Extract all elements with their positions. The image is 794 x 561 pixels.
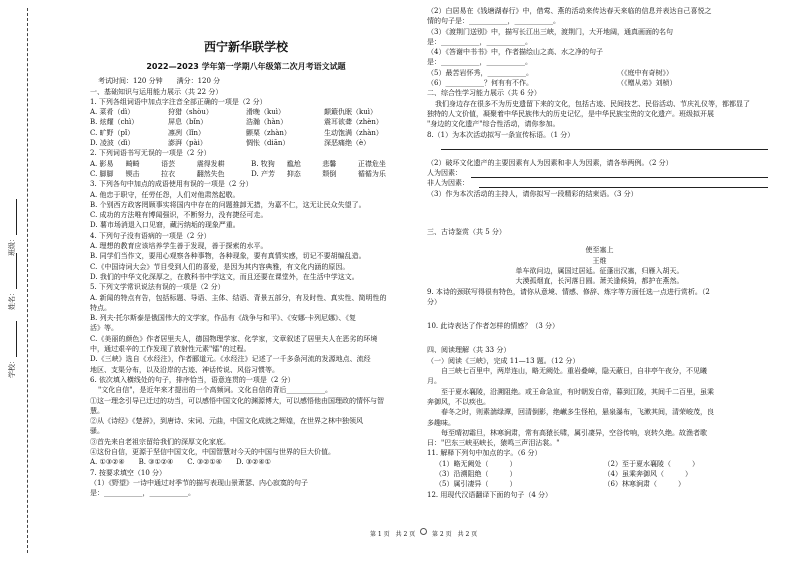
q5-option-cont: 地区、支渠分布，以及沿岸的古迹、神话传说、风俗习惯等。 — [90, 365, 279, 374]
q6-sentence-cont: 慧。 — [90, 406, 104, 415]
q2-option: 抑态 — [286, 169, 301, 178]
q8-2-human-row — [427, 168, 772, 178]
q7-item-5-blank[interactable]: （5）最苦岩怀秀，___________。 — [427, 68, 533, 77]
q8-1-answer-line[interactable] — [441, 140, 768, 150]
q1-option-row — [90, 117, 402, 127]
q6-sentence-cont: 骚。 — [90, 427, 104, 436]
q6-stem: 6. 依次填入横线处的句子，排序恰当，语意连贯的一项是（2 分） — [90, 375, 295, 384]
poem-line: 大漠孤烟直，长河落日圆。萧关逢候骑，都护在燕然。 — [515, 277, 684, 286]
q5-option: D.《三峡》选自《水经注》，作者郦道元。《水经注》记述了一千多条河流的发源地点、流经 — [90, 355, 371, 364]
passage-paragraph: 每至晴初霜旦，林寒涧肃，常有高猿长啸，属引凄异，空谷传响，哀转久绝。故渔者歌 — [441, 428, 707, 437]
q1-option-row — [90, 107, 402, 117]
q9-stem: 9. 本诗的颈联写得很有特色，请你从意境、情感、修辞、炼字等方面任选一点进行赏析。（2 — [427, 287, 710, 296]
name-field: 姓名： — [7, 253, 17, 310]
passage-paragraph-cont: 多趣味。 — [427, 418, 455, 427]
q4-stem: 4. 下列句子没有语病的一项是（2 分） — [90, 231, 211, 240]
q1-option: 滑晚（kuì） — [246, 108, 285, 117]
q2-option: D. 产芳 — [251, 169, 275, 178]
q11-stem: 11. 解释下列句中加点的字。（6 分） — [427, 449, 542, 458]
q5-option: B. 列夫·托尔斯泰是俄国伟大的文学家，作品有《战争与和平》、《安娜·卡列尼娜》、《复 — [90, 314, 357, 323]
spacer — [427, 213, 772, 227]
q2-option-row — [90, 169, 402, 179]
q2-option: 尴尬 — [286, 159, 301, 168]
q2-option: 拉衣 — [161, 169, 176, 178]
binding-dashed-line — [27, 8, 28, 553]
q2-option: 翻然失色 — [196, 169, 225, 178]
q11-row — [427, 459, 772, 469]
spacer — [427, 199, 772, 213]
q7-item-6 — [427, 78, 772, 88]
q7-item-2: （2）白居易在《钱塘湖春行》中，借莺、燕的活动来传达春天来临的信息并表达自己喜悦之 — [427, 7, 712, 15]
q1-option-row — [90, 128, 402, 138]
name-blank[interactable] — [16, 253, 17, 289]
q8-nonhuman-label: 非人为因素： — [427, 179, 469, 188]
q3-stem: 3. 下列各句中加点的成语使用有误的一项是（2 分） — [90, 180, 253, 189]
poem-title: 使至塞上 — [585, 246, 614, 255]
q2-option-row — [90, 159, 402, 169]
poem-author: 王维 — [592, 256, 607, 265]
q7-item-3: （3）《渡荆门送别》中，描写长江出三峡，渡荆门，大开地阔，通真画面的名句 — [427, 27, 673, 36]
q8-nonhuman-answer-line[interactable] — [479, 178, 768, 188]
section-2-intro-cont: "身边的文化遗产"综合性活动，请你参加。 — [427, 120, 560, 129]
q5-stem: 5. 下列文学常识说法有误的一项是（2 分） — [90, 283, 225, 292]
q1-option: 深恶痛绝（è） — [324, 139, 371, 148]
q7-item-2-blank[interactable]: 情的句子是：___________，___________。 — [427, 17, 560, 26]
q4-option: D. 我们的中华文化深厚之，在教科书中学这文，而且还要在课堂外，在生活中学这文。 — [90, 272, 359, 281]
class-field: 班级： — [7, 199, 17, 256]
q4-option: A. 理想的教育应该培养学生善于发现，善于探索的水平。 — [90, 242, 268, 251]
q1-option: 浩瀚（hàn） — [246, 118, 288, 127]
q7-item-1-blank[interactable]: 是：___________，___________。 — [90, 489, 195, 498]
q6-sentence: ③首先来自老祖宗留给我们的深厚文化家底。 — [90, 437, 230, 446]
passage-paragraph-cont: 曰："巴东三峡巫峡长，猿鸣三声泪沾裳。" — [427, 439, 560, 448]
q8-human-label: 人为因素： — [427, 169, 462, 178]
q7-stem: 7. 按要求填空（10 分） — [90, 468, 167, 477]
q3-option: B. 个别西方政客罔顾事实将国内中存在的问题推卸无措，为嘉不仁，这无让民众失望了。 — [90, 200, 366, 209]
q5-option-cont: 活》等。 — [90, 324, 118, 333]
q8-2: （2）破坏文化遗产的主要因素有人为因素和非人为因素，请各举两例。（2 分） — [427, 158, 673, 167]
q11-item[interactable]: （5）属引凄异（ ） — [435, 480, 517, 489]
q6-choices: A. ①③②④ B. ③①②④ C. ③②①④ D. ③②④① — [90, 458, 271, 467]
q7-item-5-source: （《庭中有奇树》） — [617, 68, 673, 77]
q11-item[interactable]: （1）略无阙处（ ） — [435, 459, 517, 468]
q2-option: 循循为乐 — [357, 169, 386, 178]
q1-option-row — [90, 138, 402, 148]
school-title: 西宁新华联学校 — [203, 40, 288, 54]
spacer — [427, 237, 772, 245]
reading-1-intro: （一）阅读《三峡》，完成 11—13 题。（12 分） — [427, 356, 580, 365]
q8-human-answer-line[interactable] — [471, 168, 768, 178]
q7-item-4-blank[interactable]: 是：___________，___________。 — [427, 58, 532, 67]
passage-paragraph: 自三峡七百里中，两岸连山，略无阙处。重岩叠嶂，隐天蔽日，自非亭午夜分，不见曦 — [441, 367, 707, 376]
q7-item-5 — [427, 68, 772, 78]
class-blank[interactable] — [16, 199, 17, 235]
q11-item[interactable]: （4）虽乘奔御风（ ） — [603, 469, 692, 478]
q1-option: 颠簸仇眠（kuì） — [324, 108, 377, 117]
q1-option: 震耳欲聋（zhèn） — [324, 118, 383, 127]
q11-row — [427, 479, 772, 489]
q2-option: 悲馨 — [322, 159, 337, 168]
q1-option: A. 菜肴（dì） — [90, 108, 135, 117]
q1-option: 狩猎（shòu） — [168, 108, 213, 117]
q8-3: （3）作为本次活动的主持人，请你拟写一段精彩的结束语。（3 分） — [427, 189, 638, 198]
q6-sentence: ①这一理念引导已迁过的功当，可以感悟中国文化的渊源博大，可以感悟他由国理政的情怀与智 — [90, 396, 384, 405]
q12-stem: 12. 用现代汉语翻译下面的句子（4 分） — [427, 490, 553, 499]
q11-item[interactable]: （3）沿溯阻绝（ ） — [435, 469, 517, 478]
q7-item-6-source: （《赠从弟》刘桢） — [617, 79, 677, 88]
q5-option-cont: 特点。 — [90, 303, 111, 312]
passage-paragraph: 至于夏水襄陵，沿溯阻绝。或王命急宣，有时朝发白帝，暮到江陵，其间千二百里，虽乘 — [441, 387, 714, 396]
q3-option: C. 成功的方法唯有博闻强识，不断努力，没有捷径可走。 — [90, 211, 268, 220]
q2-option: 震得发耕 — [196, 159, 225, 168]
q7-item-3-blank[interactable]: 是：___________，___________。 — [427, 37, 532, 46]
page-number-right: 第 2 页 共 2 页 — [432, 531, 478, 538]
page-number-left: 第 1 页 共 2 页 — [370, 531, 416, 538]
q1-option: D. 凌波（dì） — [90, 139, 135, 148]
q6-sentence: ④这份自信，更源于坚信中国文化，中国智慧对今天的中国与世界的巨大价值。 — [90, 447, 335, 456]
q2-option: C. 脚脚 — [90, 169, 114, 178]
q2-option: 语芸 — [161, 159, 176, 168]
right-column — [427, 6, 772, 500]
q3-option: D. 薯市场消退入口见窘，藏污纳垢的现象严重。 — [90, 221, 240, 230]
section-4-heading: 四、阅读理解（共 33 分） — [427, 346, 511, 355]
section-1-heading: 一、基础知识与运用能力展示（共 22 分） — [90, 87, 223, 96]
passage-paragraph: 春冬之时，则素湍绿潭，回清倒影，绝𪩘多生怪柏，悬泉瀑布，飞漱其间，清荣峻茂，良 — [441, 408, 714, 417]
q5-option: C.《美丽的颜色》作者居里夫人，德国物理学家、化学家，文章叙述了居里夫人在恶劣的环境 — [90, 334, 378, 343]
q1-option: 凛冽（lǐn） — [168, 128, 205, 137]
q8-1: 8.（1）为本次活动拟写一条宣传标语。（1 分） — [427, 130, 575, 139]
q1-option: 颤栗（zhàn） — [246, 128, 291, 137]
section-2-intro-cont: 独特的人文价值，凝聚着中华民族伟大的历史记忆，是中华民族宝贵的文化遗产。班级拟开展 — [427, 109, 714, 118]
spacer — [427, 331, 772, 345]
left-column — [90, 6, 402, 498]
section-2-intro: 我们身边存在很多不为历史遗留下来的文化，包括古迹、民间技艺、民俗活动、节庆礼仪等，都都显了 — [435, 99, 750, 108]
q7-item-1: （1）《野望》一诗中通过对季节的描写表现山景萧瑟、内心寂寞的句子 — [90, 478, 308, 487]
spacer — [427, 307, 772, 321]
q1-option: C. 旷野（pǐ） — [90, 128, 135, 137]
q1-option: B. 炫耀（chì） — [90, 118, 139, 127]
q10-stem: 10. 此诗表达了作者怎样的情感？（3 分） — [427, 322, 560, 331]
passage-paragraph-cont: 奔御风，不以疾也。 — [427, 397, 490, 406]
q4-option: C.《中国诗词大会》节目受到人们的喜爱，是因为其内容典雅，有文化内涵的原因。 — [90, 262, 350, 271]
school-blank[interactable] — [16, 321, 17, 357]
section-3-heading: 三、古诗鉴赏（共 5 分） — [427, 228, 506, 237]
q3-option: A. 他忠于职守，任劳任怨，人们对他肃然起敬。 — [90, 190, 240, 199]
q6-passage: "文化自信"，是近年来才提出的一个高频词。文化自信的背后___________。 — [98, 386, 332, 395]
q2-option: 畸畸 — [125, 159, 140, 168]
q5-option-cont: 中，通过艰辛的工作发现了放射性元素"镭"的过程。 — [90, 345, 251, 354]
q11-item[interactable]: （2）至于夏水襄陵（ ） — [603, 459, 699, 468]
binding-gutter — [0, 0, 40, 561]
q9-stem-cont: 分） — [427, 297, 441, 306]
spacer — [427, 150, 772, 158]
binding-hole-icon — [420, 528, 427, 535]
q1-option: 澎湃（pài） — [168, 139, 207, 148]
q2-option: B. 牧狗 — [251, 159, 275, 168]
q1-option: 屏息（bǐn） — [168, 118, 208, 127]
q7-item-4: （4）《答谢中书书》中，作者描绘山之高、水之净的句子 — [427, 48, 603, 57]
q7-item-6-blank[interactable]: （6）___________？何有有不作。 — [427, 79, 533, 88]
q11-row — [427, 469, 772, 479]
passage-paragraph-cont: 月。 — [427, 377, 441, 386]
q2-option: 正襟危坐 — [357, 159, 386, 168]
q1-option: 生动饱满（zhàn） — [324, 128, 383, 137]
q2-stem: 2. 下列词语书写无误的一项是（2 分） — [90, 149, 211, 158]
q2-option: 锲击 — [125, 169, 140, 178]
q6-sentence: ②从《诗经》《楚辞》，到唐诗、宋词、元曲，中国文化成就之辉煌，在世界之林中独领风 — [90, 417, 363, 426]
q5-option: A. 新闻的特点有告，包括标题、导语、主体、结语、背景五部分，有及时性、真实性、简明性的 — [90, 293, 387, 302]
q8-2-nonhuman-row — [427, 178, 772, 188]
q1-stem: 1. 下列各组词语中加点字注音全部正确的一项是（2 分） — [90, 97, 267, 106]
section-2-heading: 二、综合性学习能力展示（共 6 分） — [427, 89, 541, 98]
q4-option: B. 同学们当作文，要用心观察各种事物，各种现象，要有真情实感，切记不要胡编乱造。 — [90, 252, 366, 261]
poem-line: 单车欲问边，属国过居延。征蓬出汉塞，归雁入胡天。 — [515, 266, 684, 275]
q2-option: A. 影易 — [90, 159, 114, 168]
q1-option: 惆怅（diān） — [246, 139, 290, 148]
q11-item[interactable]: （6）林寒涧肃（ ） — [603, 480, 685, 489]
time-score-line: 考试时间：120 分钟 满分：120 分 — [98, 77, 221, 86]
exam-title: 2022—2023 学年第一学期八年级第二次月考语文试题 — [146, 62, 346, 71]
school-field: 学校： — [7, 321, 17, 378]
q2-option: 颓倒 — [322, 169, 337, 178]
